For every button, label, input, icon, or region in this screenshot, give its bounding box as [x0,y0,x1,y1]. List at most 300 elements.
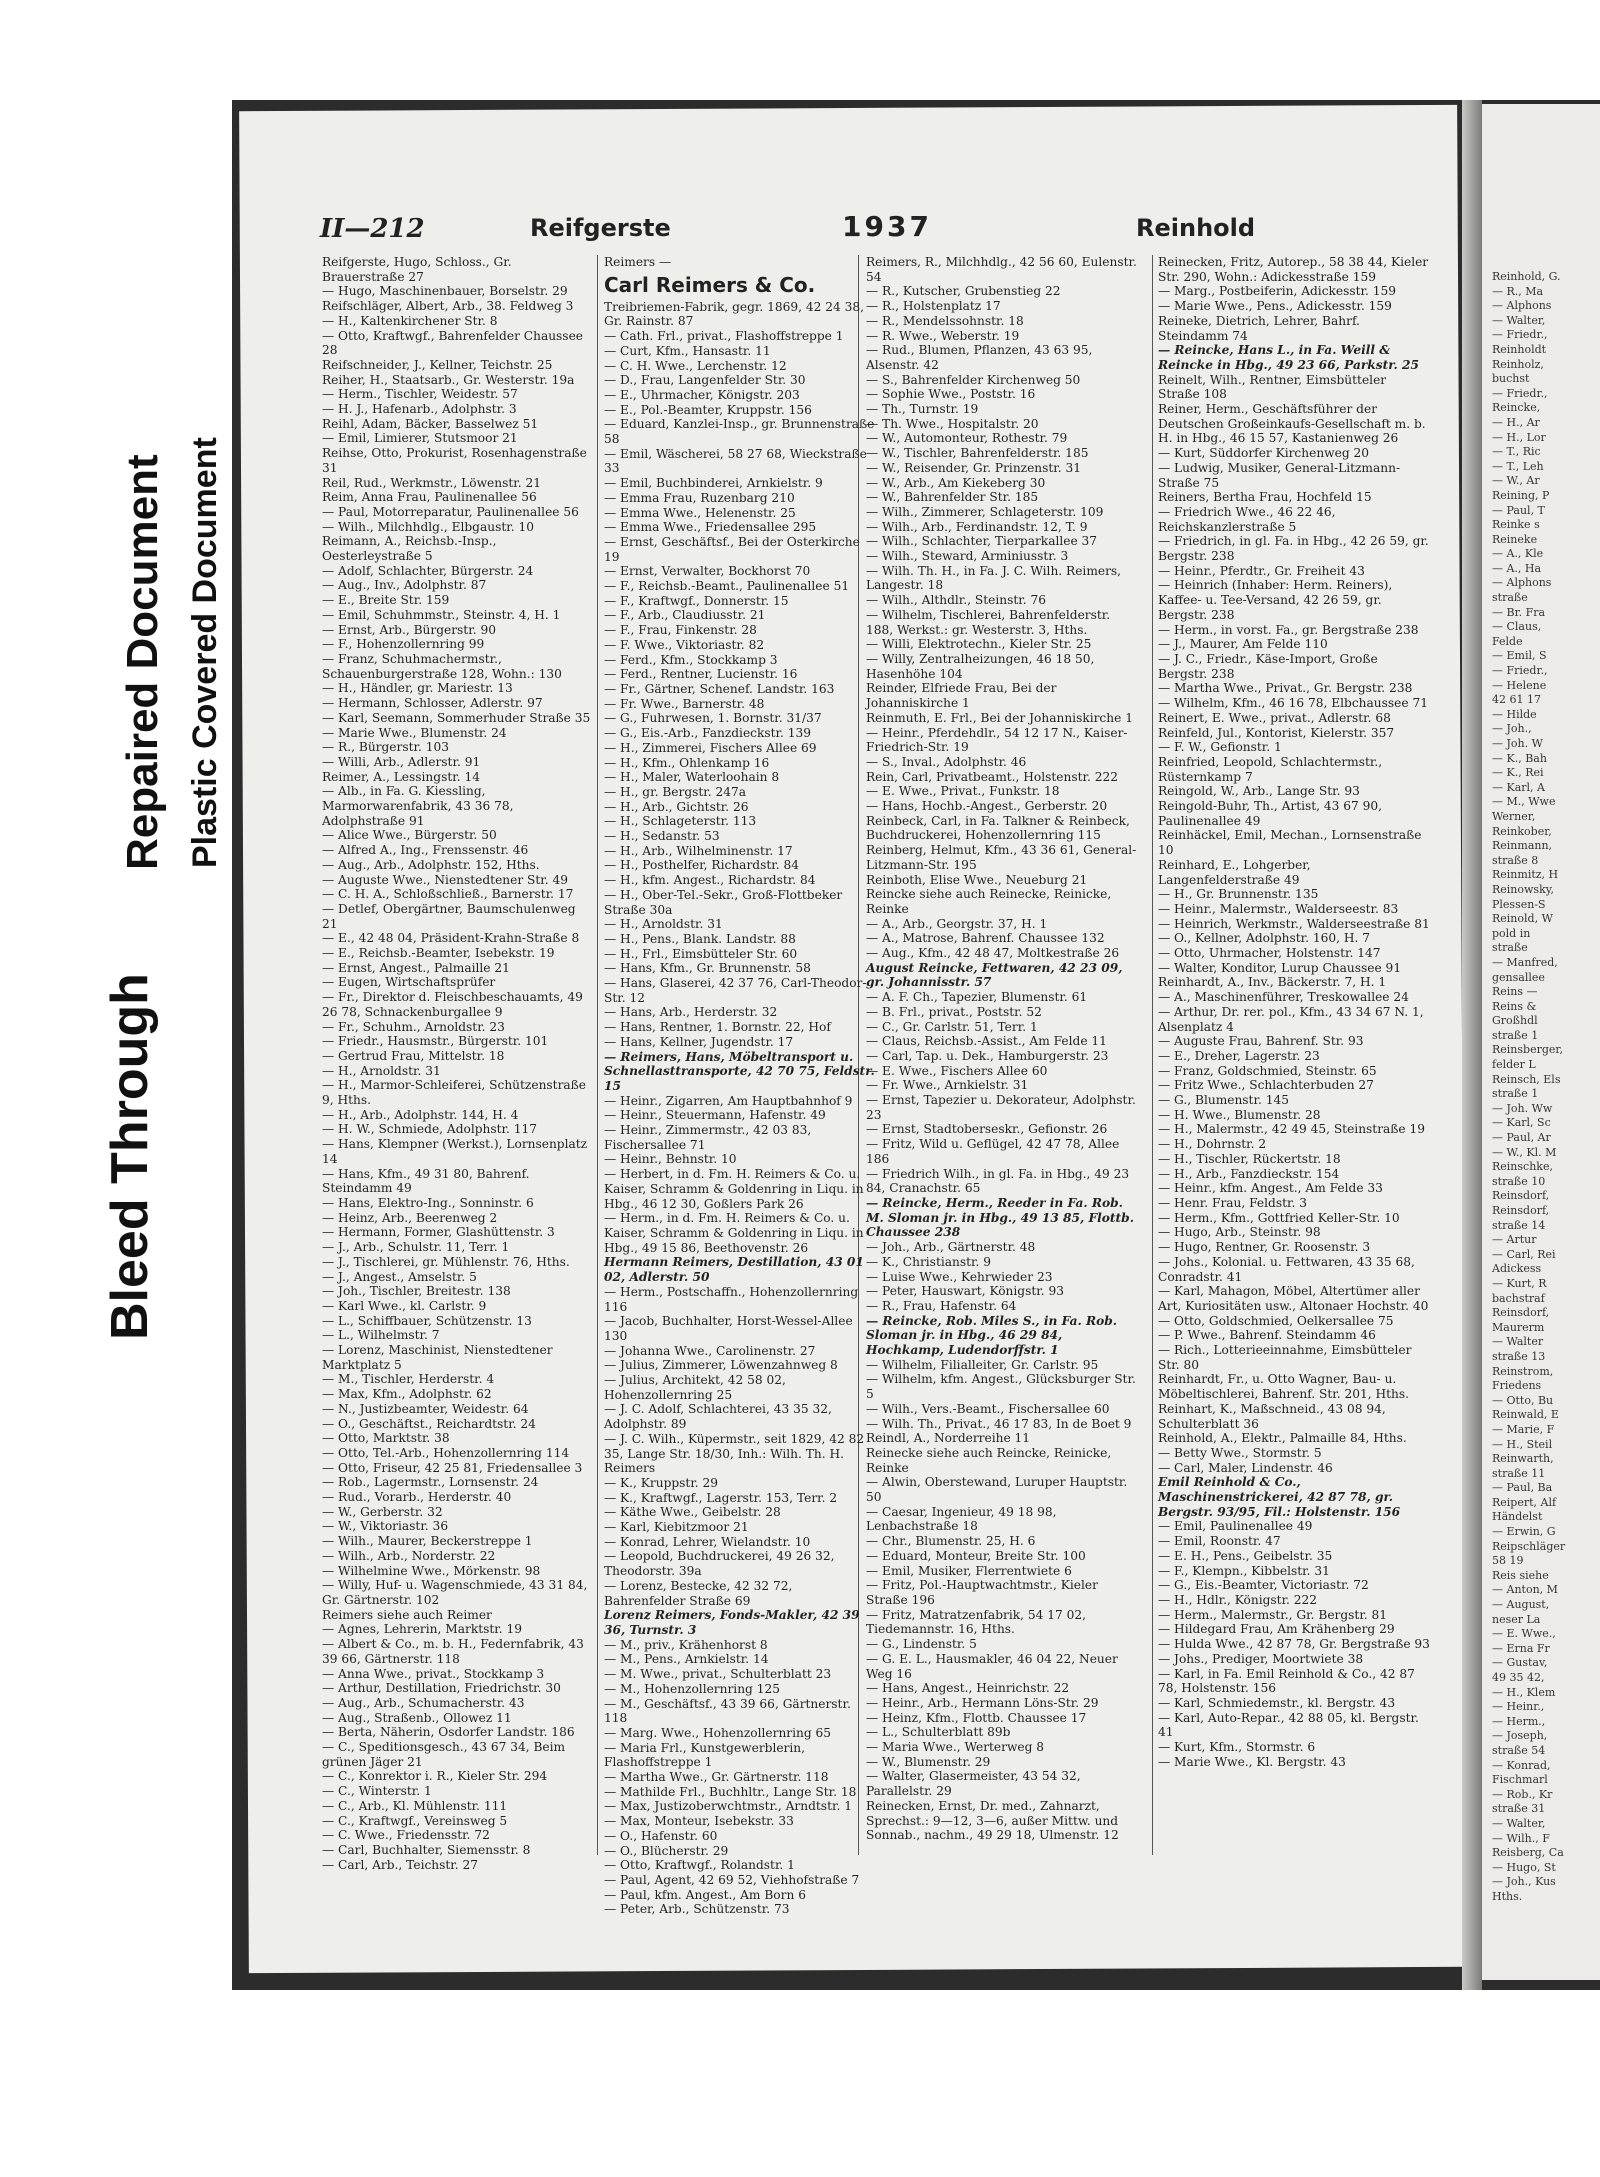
directory-entry: — C., Kraftwgf., Vereinsweg 5 [322,1813,508,1828]
next-page-entry: — Konrad, [1492,1758,1551,1772]
directory-entry: Reimers, R., Milchhdlg., 42 56 60, Eulenstr. 54 [866,255,1137,284]
directory-entry: Reimer, A., Lessingstr. 14 [322,769,480,784]
directory-entry: Reimers — [604,255,672,269]
directory-entry: — Friedrich, in gl. Fa. in Hbg., 42 26 59, gr. Bergstr. 238 [1158,534,1429,564]
directory-entry: — Chr., Blumenstr. 25, H. 6 [866,1534,1036,1549]
directory-entry: — W., Viktoriastr. 36 [322,1519,449,1534]
next-page-entry: straße [1492,941,1528,955]
directory-entry: — Herm., Postschaffn., Hohenzollernring 116 [604,1284,859,1314]
directory-entry: — Karl, Mahagon, Möbel, Altertümer aller Art, Kuriositäten usw., Altonaer Hochstr. 40 [1158,1284,1429,1313]
directory-entry: — Th., Turnstr. 19 [866,402,979,417]
directory-entry: — Arthur, Destillation, Friedrichstr. 30 [322,1681,561,1696]
directory-entry: — Wilh., Arb., Ferdinandstr. 12, T. 9 [866,519,1088,534]
label-repaired-document: Repaired Document [118,454,167,870]
next-page-entry: Friedens [1492,1379,1542,1393]
directory-entry: — Ernst, Tapezier u. Dekorateur, Adolphstr. 23 [866,1093,1136,1122]
directory-entry: Reincke siehe auch Reinecke, Reinicke, Reinke [866,887,1112,916]
directory-entry: — Franz, Goldschmied, Steinstr. 65 [1158,1063,1377,1078]
directory-entry: — Max, Kfm., Adolphstr. 62 [322,1387,492,1402]
directory-entry: — Max, Justizoberwchtmstr., Arndtstr. 1 [604,1799,852,1814]
directory-entry: — Eduard, Monteur, Breite Str. 100 [866,1548,1086,1563]
directory-entry: — L., Schiffbauer, Schützenstr. 13 [322,1313,532,1328]
directory-entry: Reinbeck, Carl, in Fa. Talkner & Reinbeck, Buchdruckerei, Hohenzollernring 115 [866,813,1130,843]
next-page-entry: — Marie, F [1492,1422,1555,1436]
directory-entry: — Auguste Frau, Bahrenf. Str. 93 [1158,1034,1364,1049]
directory-entry: — Ernst, Verwalter, Bockhorst 70 [604,564,811,579]
next-page-entry: — Emil, S [1492,649,1547,663]
next-page-entry: — Herm., [1492,1714,1546,1728]
directory-entry: — C. Wwe., Friedensstr. 72 [322,1828,490,1843]
next-page-entry: — W., Kl. M [1492,1145,1557,1159]
directory-entry: — J., Tischlerei, gr. Mühlenstr. 76, Hths. [322,1254,570,1269]
next-page-entry: — Friedr., [1492,386,1548,400]
directory-entry: — Emil, Limierer, Stutsmoor 21 [322,431,518,446]
directory-entry: — Herbert, in d. Fm. H. Reimers & Co. u. Kaiser, Schramm & Goldenring in Liqu. in Hbg., 46 12 30, Goßlers Park 26 [604,1167,864,1211]
directory-entry: — G., Fuhrwesen, 1. Bornstr. 31/37 [604,711,822,726]
directory-entry: — H., Arb., Gichtstr. 26 [604,799,749,814]
next-page-entry: straße 31 [1492,1802,1546,1816]
directory-entry: — Wilhelm, Tischlerei, Bahrenfelderstr. 188, Werkst.: gr. Westerstr. 3, Hths. [866,607,1111,637]
directory-entry: — Franz, Schuhmachermstr., Schauenburgerstraße 128, Wohn.: 130 [322,651,562,681]
directory-entry: — H., Arnoldstr. 31 [322,1063,441,1078]
directory-entry: — Max, Monteur, Isebekstr. 33 [604,1814,794,1829]
next-page-entry: — Joh., Kus [1492,1875,1556,1889]
next-page-entry: — Joh. Ww [1492,1101,1553,1115]
directory-entry: — Fr. Wwe., Arnkielstr. 31 [866,1078,1029,1093]
next-page-entry: — Alphons [1492,576,1552,590]
directory-entry: — Maria Frl., Kunstgewerblerin, Flashoffstreppe 1 [604,1740,806,1770]
directory-entry: — Caesar, Ingenieur, 49 18 98, Lenbachstraße 18 [866,1504,1057,1534]
directory-entry: — C. H. A., Schloßschließ., Barnerstr. 17 [322,887,574,902]
directory-entry: — Aug., Inv., Adolphstr. 87 [322,578,487,593]
next-page-entry: Reinold, W [1492,912,1553,926]
next-page-entry: Felde [1492,634,1523,648]
next-page-entry: Reinke s [1492,518,1540,532]
directory-entry: — H., Arnoldstr. 31 [604,917,723,932]
directory-entry: — Wilh., Schlachter, Tierparkallee 37 [866,534,1098,549]
directory-entry: — Otto, Tel.-Arb., Hohenzollernring 114 [322,1445,570,1460]
next-page-entry: Reinmann, [1492,839,1553,853]
next-page-entry: Reins — [1492,985,1538,999]
next-page-entry: — Paul, Ba [1492,1481,1553,1495]
directory-entry: — H., kfm. Angest., Richardstr. 84 [604,873,816,888]
next-page-entry: Reinowsky, [1492,882,1554,896]
directory-entry: — Walter, Konditor, Lurup Chaussee 91 [1158,960,1402,975]
next-page-entry: Reinholz, [1492,357,1544,371]
book-gutter [1462,100,1482,1990]
directory-entry: Reinder, Elfriede Frau, Bei der Johanniskirche 1 [866,681,1057,711]
directory-entry: — Wilh., Maurer, Beckerstreppe 1 [322,1534,533,1549]
directory-entry: — Wilhelm, Kfm., 46 16 78, Elbchaussee 71 [1158,696,1428,711]
header-year: 1937 [842,210,932,243]
directory-entry: Reinhard, E., Lohgerber, Langenfelderstraße 49 [1158,857,1311,887]
directory-entry: — Reincke, Hans L., in Fa. Weill & Reincke in Hbg., 49 23 66, Parkstr. 25 [1158,343,1419,372]
next-page-entry: Reipschläger [1492,1539,1566,1553]
next-page-entry: Reinwarth, [1492,1452,1554,1466]
next-page-entry: Hths. [1492,1889,1523,1903]
directory-entry: — Marg., Postbeiferin, Adickesstr. 159 [1158,284,1397,299]
directory-entry: — Heinr., Steuermann, Hafenstr. 49 [604,1108,826,1123]
directory-entry: — M., priv., Krähenhorst 8 [604,1637,768,1652]
directory-entry: — Carl, Arb., Teichstr. 27 [322,1857,479,1872]
next-page-entry: — Erwin, G [1492,1525,1556,1539]
directory-entry: — Rich., Lotterieeinnahme, Eimsbütteler Str. 80 [1158,1343,1412,1372]
directory-entry: Reinhäckel, Emil, Mechan., Lornsenstraße 10 [1158,828,1422,858]
directory-entry: — Otto, Kraftwgf., Bahrenfelder Chaussee 28 [322,328,583,358]
directory-entry: — Paul, Agent, 42 69 52, Viehhofstraße 7 [604,1872,860,1887]
directory-entry: — Heinz, Kfm., Flottb. Chaussee 17 [866,1710,1087,1725]
next-page-entry: — H., Ar [1492,415,1540,429]
directory-entry: — J., Arb., Schulstr. 11, Terr. 1 [322,1240,510,1255]
next-page-entry: — Karl, Sc [1492,1116,1551,1130]
label-plastic-covered: Plastic Covered Document [186,437,224,868]
page-header [320,210,1460,250]
directory-entry: — Julius, Zimmerer, Löwenzahnweg 8 [604,1358,838,1373]
directory-entry: — Johs., Kolonial. u. Fettwaren, 43 35 68, Conradstr. 41 [1158,1254,1415,1284]
directory-entry: — Hans, Kfm., 49 31 80, Bahrenf. Steindamm 49 [322,1166,530,1196]
directory-column-3 [866,255,1138,1865]
directory-entry: — Wilh., Zimmerer, Schlageterstr. 109 [866,504,1104,519]
directory-entry: Reinecken, Ernst, Dr. med., Zahnarzt, Sprechst.: 9—12, 3—6, außer Mittw. und Sonnab., nachm., 49 29 18, Ulmenstr. 12 [866,1798,1119,1843]
directory-entry: — G., Eis.-Beamter, Victoriastr. 72 [1158,1578,1369,1593]
directory-entry: — H., Schlageterstr. 113 [604,814,757,829]
directory-entry: — S., Inval., Adolphstr. 46 [866,754,1027,769]
next-page-entry: gensallee [1492,970,1545,984]
directory-entry: — Lorenz, Bestecke, 42 32 72, Bahrenfelder Straße 69 [604,1578,793,1608]
directory-entry: — Hans, Klempner (Werkst.), Lornsenplatz 14 [322,1137,588,1166]
directory-entry: — Emil, Roonstr. 47 [1158,1534,1281,1549]
directory-entry: — J. C. Wilh., Küpermstr., seit 1829, 42 82 35, Lange Str. 18/30, Inh.: Wilh. Th. H. Reimers [604,1431,865,1476]
directory-entry: — L., Wilhelmstr. 7 [322,1328,440,1343]
directory-entry: — H., gr. Bergstr. 247a [604,784,747,799]
directory-entry: Reinert, E. Wwe., privat., Adlerstr. 68 [1158,710,1391,725]
directory-entry: — E., Breite Str. 159 [322,593,450,608]
next-page-entry: straße 8 [1492,853,1539,867]
directory-entry: — F., Reichsb.-Beamt., Paulinenallee 51 [604,579,850,594]
directory-entry: Rein, Carl, Privatbeamt., Holstenstr. 222 [866,769,1119,784]
directory-entry: — Fr. Wwe., Barnerstr. 48 [604,696,765,711]
next-page-entry: — Hugo, St [1492,1860,1556,1874]
next-page-entry: Werner, [1492,809,1536,823]
next-page-entry: — Paul, T [1492,503,1545,517]
directory-entry: — E., 42 48 04, Präsident-Krahn-Straße 8 [322,931,580,946]
next-page-entry: Reis siehe [1492,1568,1549,1582]
directory-entry: — H., Gr. Brunnenstr. 135 [1158,887,1319,902]
directory-entry: — Wilhelm, Filialleiter, Gr. Carlstr. 95 [866,1357,1099,1372]
directory-entry: — Heinrich (Inhaber: Herm. Reiners), Kaffee- u. Tee-Versand, 42 26 59, gr. Bergstr. 238 [1158,578,1393,622]
directory-entry: — H. W., Schmiede, Adolphstr. 117 [322,1122,538,1137]
directory-entry: — Lorenz, Maschinist, Nienstedtener Marktplatz 5 [322,1343,553,1372]
directory-entry: — Wilh., Milchhdlg., Elbgaustr. 10 [322,519,534,534]
next-page-entry: — Manfred, [1492,955,1558,969]
header-left-word: Reifgerste [530,214,671,242]
directory-entry: — O., Geschäftst., Reichardtstr. 24 [322,1416,536,1431]
directory-entry: — Emil, Musiker, Flerrentwiete 6 [866,1563,1072,1578]
directory-entry: — Heinr., Zimmermstr., 42 03 83, Fischersallee 71 [604,1123,812,1152]
directory-entry: — Emma Wwe., Helenenstr. 25 [604,505,796,520]
next-page-entry: Fischmarl [1492,1773,1548,1787]
directory-entry: — Marg. Wwe., Hohenzollernring 65 [604,1725,832,1740]
directory-entry: — Friedrich Wwe., 46 22 46, Reichskanzlerstraße 5 [1158,504,1336,534]
directory-entry: — Hermann, Former, Glashüttenstr. 3 [322,1225,555,1240]
directory-entry: — J., Angest., Amselstr. 5 [322,1269,477,1284]
directory-entry: — Curt, Kfm., Hansastr. 11 [604,343,771,358]
directory-entry: — Wilh., Steward, Arminiusstr. 3 [866,549,1069,564]
directory-entry: — Karl, Kiebitzmoor 21 [604,1520,749,1535]
directory-entry: — Alb., in Fa. G. Kiessling, Marmorwarenfabrik, 43 36 78, Adolphstraße 91 [322,784,514,828]
directory-entry: — Auguste Wwe., Nienstedtener Str. 49 [322,872,569,887]
directory-entry: Carl Reimers & Co. [604,272,816,297]
directory-entry: Lorenz Reimers, Fonds-Makler, 42 39 36, Turnstr. 3 [604,1608,860,1637]
directory-entry: — H. J., Hafenarb., Adolphstr. 3 [322,402,517,417]
directory-entry: — Emma Wwe., Friedensallee 295 [604,520,817,535]
directory-entry: — Reincke, Herm., Reeder in Fa. Rob. M. Sloman jr. in Hbg., 49 13 85, Flottb. Chaussee 238 [866,1196,1134,1240]
directory-entry: — M., Geschäftsf., 43 39 66, Gärtnerstr. 118 [604,1696,851,1726]
next-page-entry: bachstraf [1492,1291,1545,1305]
directory-entry: — F., Frau, Finkenstr. 28 [604,623,757,638]
directory-entry: — Johs., Prediger, Moortwiete 38 [1158,1651,1364,1666]
directory-entry: — Joh., Tischler, Breitestr. 138 [322,1284,511,1299]
directory-entry: — O., Blücherstr. 29 [604,1843,729,1858]
next-page-entry: pold in [1492,926,1531,940]
directory-entry: — Kurt, Süddorfer Kirchenweg 20 [1158,446,1370,461]
directory-entry: — Hans, Elektro-Ing., Sonninstr. 6 [322,1196,534,1210]
directory-entry: — H., Maler, Waterloohain 8 [604,770,780,785]
directory-entry: — H., Arb., Wilhelminenstr. 17 [604,843,793,858]
directory-entry: — Fr., Gärtner, Schenef. Landstr. 163 [604,681,835,696]
directory-entry: — J. C., Friedr., Käse-Import, Große Bergstr. 238 [1158,651,1378,681]
directory-entry: Reinecke siehe auch Reincke, Reinicke, Reinke [866,1445,1112,1475]
next-page-entry: straße 14 [1492,1218,1546,1232]
directory-entry: — H. Wwe., Blumenstr. 28 [1158,1107,1321,1122]
directory-entry: — Herm., in vorst. Fa., gr. Bergstraße 238 [1158,622,1419,637]
next-page-entry: — Walter [1492,1335,1544,1349]
directory-entry: — Hans, Arb., Herderstr. 32 [604,1005,778,1020]
next-page-entry: — Walter, [1492,313,1546,327]
next-page-entry: — Paul, Ar [1492,1131,1551,1145]
next-page-entry: Reinsdorf, [1492,1189,1550,1203]
next-page-entry: straße 11 [1492,1466,1546,1480]
directory-entry: — Ernst, Angest., Palmaille 21 [322,960,510,975]
directory-entry: — Willy, Zentralheizungen, 46 18 50, Hasenhöhe 104 [866,651,1095,681]
directory-entry: — Paul, kfm. Angest., Am Born 6 [604,1887,806,1902]
directory-entry: — Peter, Arb., Schützenstr. 73 [604,1902,790,1917]
next-page-entry: Reinholdt [1492,342,1547,356]
directory-entry: — F., Hohenzollernring 99 [322,637,485,652]
directory-entry: Reifgerste, Hugo, Schloss., Gr. Brauerstraße 27 [322,255,512,284]
directory-entry: — Otto, Friseur, 42 25 81, Friedensallee 3 [322,1460,583,1475]
directory-entry: — K., Christianstr. 9 [866,1254,991,1269]
directory-entry: Reinmuth, E. Frl., Bei der Johanniskirche 1 [866,710,1133,725]
directory-entry: — Willi, Arb., Adlerstr. 91 [322,754,481,769]
directory-column-4 [1158,255,1430,1865]
directory-entry: — G. E. L., Hausmakler, 46 04 22, Neuer Weg 16 [866,1651,1118,1681]
directory-entry: — Herm., Kfm., Gottfried Keller-Str. 10 [1158,1210,1400,1225]
directory-entry: — Hans, Kellner, Jugendstr. 17 [604,1034,794,1049]
directory-entry: — Rud., Vorarb., Herderstr. 40 [322,1490,512,1505]
directory-entry: — Ernst, Arb., Bürgerstr. 90 [322,622,496,637]
directory-entry: — W., Automonteur, Rothestr. 79 [866,431,1068,446]
directory-entry: — Carl, Buchhalter, Siemensstr. 8 [322,1842,531,1857]
directory-entry: — H., Posthelfer, Richardstr. 84 [604,858,799,873]
directory-entry: Reineke, Dietrich, Lehrer, Bahrf. Steindamm 74 [1158,313,1360,343]
directory-entry: — Fritz, Pol.-Hauptwachtmstr., Kieler Straße 196 [866,1578,1098,1607]
next-page-entry: — Walter, [1492,1816,1546,1830]
directory-entry: — E. Wwe., Fischers Allee 60 [866,1063,1048,1078]
directory-entry: — P. Wwe., Bahrenf. Steindamm 46 [1158,1328,1376,1343]
directory-entry: — Agnes, Lehrerin, Marktstr. 19 [322,1622,522,1637]
directory-entry: — Heinr., Zigarren, Am Hauptbahnhof 9 [604,1093,853,1108]
directory-entry: — Rob., Lagermstr., Lornsenstr. 24 [322,1475,539,1490]
next-page-entry: — Friedr., [1492,664,1548,678]
directory-entry: — O., Hafenstr. 60 [604,1828,718,1843]
directory-entry: — Alfred A., Ing., Frenssenstr. 46 [322,843,529,858]
next-page-entry: — A., Ha [1492,561,1542,575]
directory-entry: — H., Frl., Eimsbütteler Str. 60 [604,946,798,961]
directory-entry: — Hildegard Frau, Am Krähenberg 29 [1158,1622,1395,1637]
directory-entry: — Emil, Buchbinderei, Arnkielstr. 9 [604,476,823,491]
directory-entry: — M. Wwe., privat., Schulterblatt 23 [604,1667,832,1682]
next-page-entry: — Joh. W [1492,737,1543,750]
directory-entry: — H., Sedanstr. 53 [604,829,720,844]
directory-entry: — Herm., in d. Fm. H. Reimers & Co. u. Kaiser, Schramm & Goldenring in Liqu. in Hbg., 49 15 86, Beethovenstr. 26 [604,1211,864,1255]
label-bleed-through: Bleed Through [101,973,159,1340]
directory-entry: — Emma Frau, Ruzenbarg 210 [604,490,795,505]
directory-entry: — F., Kraftwgf., Donnerstr. 15 [604,593,789,608]
directory-entry: — Karl, in Fa. Emil Reinhold & Co., 42 87 78, Holstenstr. 156 [1158,1666,1415,1696]
directory-entry: — Adolf, Schlachter, Bürgerstr. 24 [322,563,534,578]
next-page-entry: — Anton, M [1492,1583,1558,1597]
directory-entry: — Eugen, Wirtschaftsprüfer [322,975,496,990]
next-page-entry: — M., Wwe [1492,795,1556,809]
directory-entry: — Ferd., Rentner, Lucienstr. 16 [604,667,798,682]
directory-entry: — Paul, Motorreparatur, Paulinenallee 56 [322,504,579,519]
directory-entry: Reiher, H., Staatsarb., Gr. Westerstr. 19a [322,372,575,387]
next-page-entry: 42 61 17 [1492,693,1541,707]
directory-entry: — G., Blumenstr. 145 [1158,1093,1289,1108]
directory-entry: — Hermann, Schlosser, Adlerstr. 97 [322,696,543,711]
page-number: II—212 [320,214,425,244]
next-page-entry: — Joh., [1492,722,1532,736]
directory-entry: — W., Reisender, Gr. Prinzenstr. 31 [866,460,1082,475]
next-page-entry: — Otto, Bu [1492,1393,1554,1407]
next-page-entry: straße 54 [1492,1743,1546,1757]
directory-entry: August Reincke, Fettwaren, 42 23 09, gr. Johannisstr. 57 [866,960,1123,990]
directory-entry: Reinelt, Wilh., Rentner, Eimsbütteler Straße 108 [1158,372,1387,402]
directory-entry: — Claus, Reichsb.-Assist., Am Felde 11 [866,1034,1107,1049]
directory-entry: — E., Reichsb.-Beamter, Isebekstr. 19 [322,946,555,961]
next-page-entry: — T., Ric [1492,445,1541,459]
directory-entry: — Carl, Maler, Lindenstr. 46 [1158,1460,1333,1475]
directory-entry: — Detlef, Obergärtner, Baumschulenweg 21 [322,901,576,931]
directory-entry: — H., Tischler, Rückertstr. 18 [1158,1151,1341,1166]
directory-entry: — Reimers, Hans, Möbeltransport u. Schnellasttransporte, 42 70 75, Feldstr. 15 [604,1049,875,1093]
directory-entry: — Friedrich Wilh., in gl. Fa. in Hbg., 49 23 84, Cranachstr. 65 [866,1166,1130,1196]
directory-entry: — W., Blumenstr. 29 [866,1754,991,1769]
directory-entry: — A., Maschinenführer, Treskowallee 24 [1158,990,1409,1005]
directory-entry: — C., Konrektor i. R., Kieler Str. 294 [322,1769,548,1784]
directory-entry: — Konrad, Lehrer, Wielandstr. 10 [604,1534,811,1549]
next-page-entry: — Claus, [1492,620,1542,634]
directory-entry: — Wilhelm, kfm. Angest., Glücksburger Str. 5 [866,1372,1136,1402]
directory-entry: — K., Kraftwgf., Lagerstr. 153, Terr. 2 [604,1490,838,1505]
directory-entry: Reinboth, Elise Wwe., Neueburg 21 [866,872,1088,887]
directory-entry: — Emil, Schuhmmstr., Steinstr. 4, H. 1 [322,607,561,622]
directory-entry: — W., Gerberstr. 32 [322,1504,443,1519]
directory-entry: — Hans, Angest., Heinrichstr. 22 [866,1681,1070,1696]
next-page-entry: neser La [1492,1612,1541,1626]
next-page-entry: Reineke [1492,532,1538,546]
directory-entry: — E., Pol.-Beamter, Kruppstr. 156 [604,402,812,417]
directory-entry: — Martha Wwe., Gr. Gärtnerstr. 118 [604,1770,829,1785]
directory-entry: — J., Maurer, Am Felde 110 [1158,637,1328,652]
directory-entry: Reingold, W., Arb., Lange Str. 93 [1158,784,1360,799]
next-page-entry: — A., Kle [1492,547,1544,561]
next-page-entry: Reining, P [1492,488,1550,502]
directory-entry: Reifschneider, J., Kellner, Teichstr. 25 [322,357,553,372]
directory-entry: — Sophie Wwe., Poststr. 16 [866,387,1036,402]
directory-entry: — Friedr., Hausmstr., Bürgerstr. 101 [322,1034,549,1049]
directory-entry: — A. F. Ch., Tapezier, Blumenstr. 61 [866,990,1088,1005]
directory-entry: Reifschläger, Albert, Arb., 38. Feldweg 3 [322,299,574,314]
directory-entry: Reimers siehe auch Reimer [322,1607,492,1622]
next-page-entry: — W., Ar [1492,474,1540,488]
directory-entry: — Aug., Arb., Schumacherstr. 43 [322,1695,525,1710]
next-page-entry: — Joseph, [1492,1729,1548,1743]
directory-entry: — Willy, Huf- u. Wagenschmiede, 43 31 84, Gr. Gärtnerstr. 102 [322,1578,588,1607]
next-page-entry: — E. Wwe., [1492,1627,1556,1641]
directory-entry: — Aug., Arb., Adolphstr. 152, Hths. [322,857,540,872]
next-page-entry: straße 1 [1492,1028,1539,1042]
directory-entry: — O., Kellner, Adolphstr. 160, H. 7 [1158,931,1371,946]
directory-entry: Reinfeld, Jul., Kontorist, Kielerstr. 357 [1158,725,1395,740]
directory-entry: — E., Dreher, Lagerstr. 23 [1158,1048,1320,1063]
directory-entry: — Hugo, Rentner, Gr. Roosenstr. 3 [1158,1240,1371,1255]
directory-entry: — Herm., Tischler, Weidestr. 57 [322,387,518,402]
directory-entry: — Wilhelmine Wwe., Mörkenstr. 98 [322,1563,541,1578]
directory-entry: — M., Tischler, Herderstr. 4 [322,1372,495,1387]
directory-entry: — H., Marmor-Schleiferei, Schützenstraße 9, Hths. [322,1078,587,1108]
directory-entry: — M., Hohenzollernring 125 [604,1681,780,1696]
directory-entry: — Otto, Kraftwgf., Rolandstr. 1 [604,1858,795,1873]
directory-entry: — Wilh. Th., Privat., 46 17 83, In de Boet 9 [866,1416,1132,1431]
next-page-entry: — K., Rei [1492,766,1544,780]
directory-entry: — Mathilde Frl., Buchhltr., Lange Str. 18 [604,1784,857,1799]
directory-entry: — Marie Wwe., Pens., Adickesstr. 159 [1158,299,1392,314]
directory-entry: — Otto, Goldschmied, Oelkersallee 75 [1158,1313,1394,1328]
directory-entry: — E. H., Pens., Geibelstr. 35 [1158,1548,1333,1563]
directory-entry: — Arthur, Dr. rer. pol., Kfm., 43 34 67 N. 1, Alsenplatz 4 [1158,1004,1424,1034]
directory-entry: — Wilh., Vers.-Beamt., Fischersallee 60 [866,1401,1110,1416]
directory-entry: — Karl, Seemann, Sommerhuder Straße 35 [322,710,591,725]
directory-entry: Reihl, Adam, Bäcker, Basselwez 51 [322,416,539,431]
directory-entry: — R., Kutscher, Grubenstieg 22 [866,284,1061,299]
directory-entry: — Ludwig, Musiker, General-Litzmann-Straße 75 [1158,460,1401,490]
next-page-entry: Reins & [1492,999,1537,1013]
directory-entry: — Karl Wwe., kl. Carlstr. 9 [322,1298,487,1313]
directory-entry: Reindl, A., Norderreihe 11 [866,1431,1031,1446]
directory-entry: — Alwin, Oberstewand, Luruper Hauptstr. 50 [866,1475,1128,1505]
next-page-entry: 58 19 [1492,1554,1524,1568]
directory-entry: — R. Wwe., Weberstr. 19 [866,328,1020,343]
directory-entry: — Th. Wwe., Hospitalstr. 20 [866,416,1039,431]
directory-entry: — W., Arb., Am Kiekeberg 30 [866,475,1046,490]
next-page-entry: Reinhold, G. [1492,270,1561,283]
directory-entry: — Anna Wwe., privat., Stockkamp 3 [322,1666,545,1681]
directory-entry: — R., Bürgerstr. 103 [322,740,449,755]
directory-entry: — Wilh., Althdlr., Steinstr. 76 [866,593,1046,608]
next-page-entry: — August, [1492,1598,1550,1612]
